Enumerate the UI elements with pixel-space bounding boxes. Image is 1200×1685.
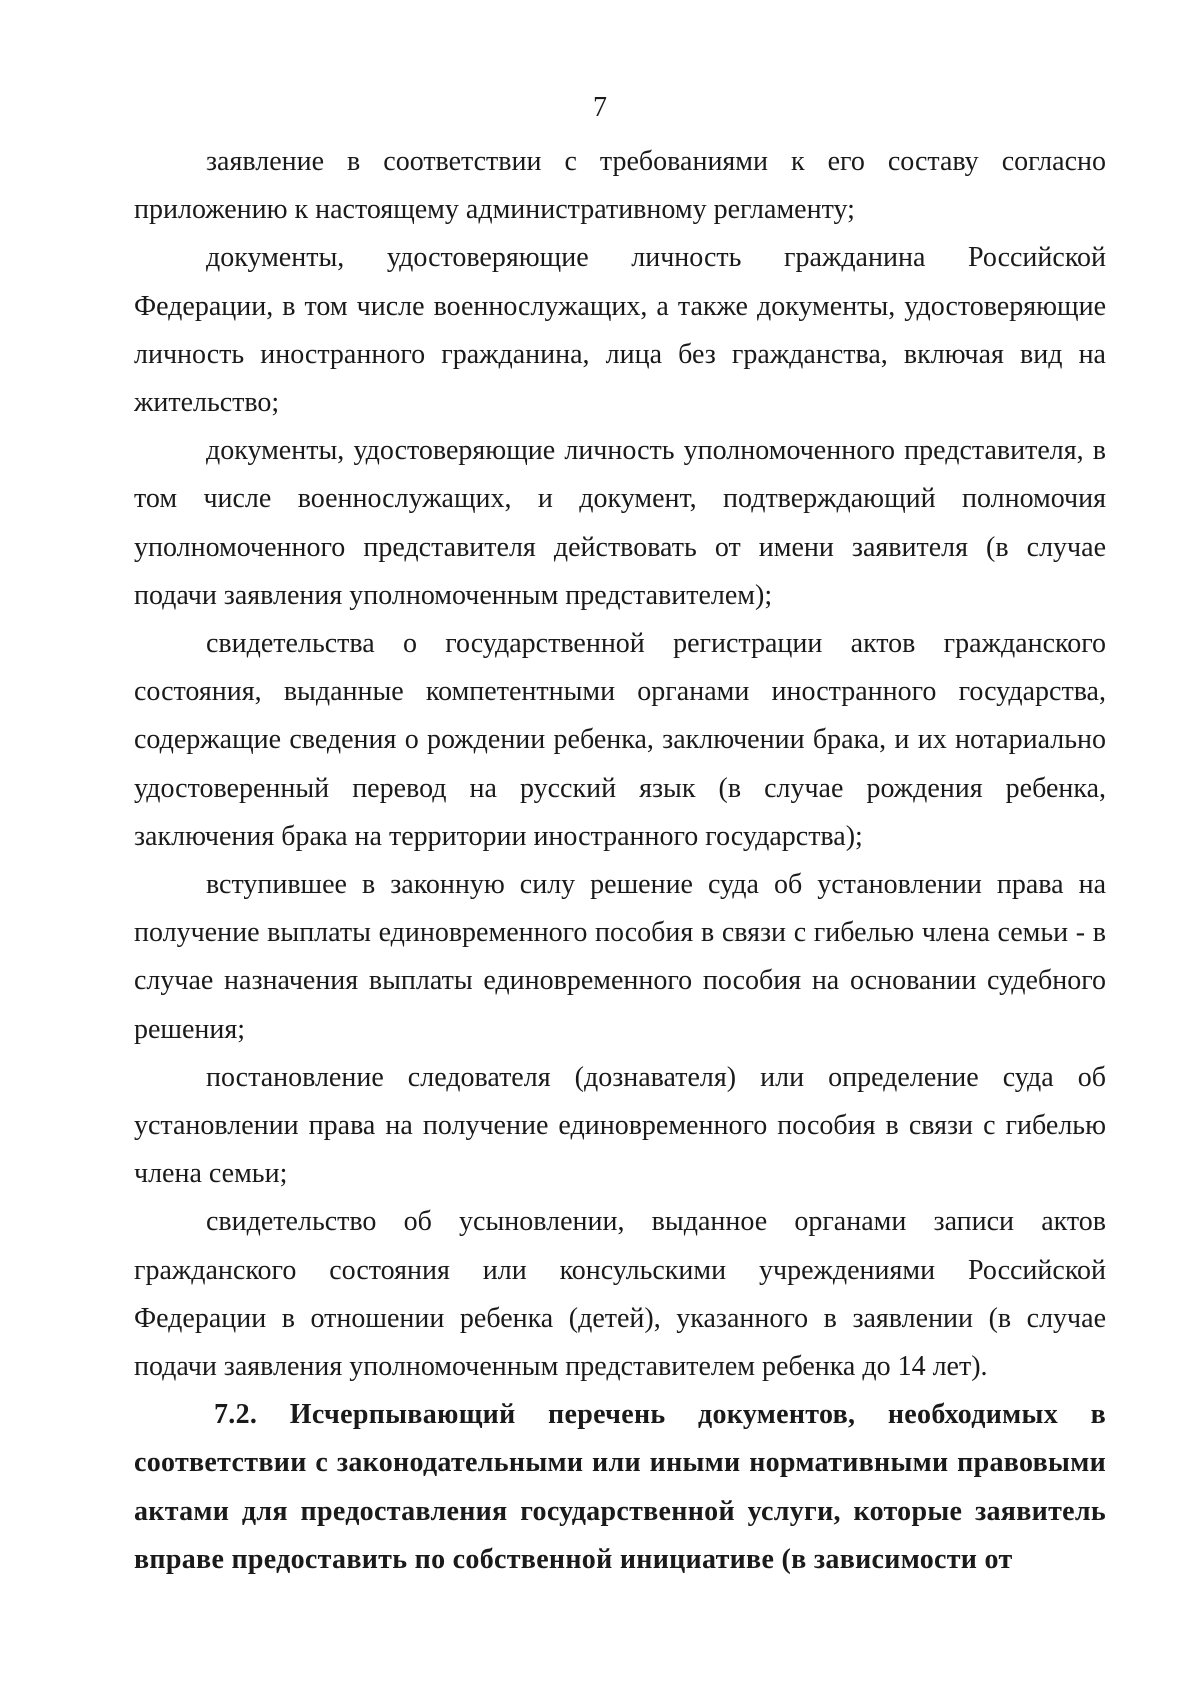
section-heading-7-2: 7.2. Исчерпывающий перечень документов, необходимых в соответствии с законодательными или иными нормативными правовыми актами для предоставления государственной услуги, которые заявитель вправе предоставить по собственной инициативе (в зависимости от (134, 1399, 1106, 1575)
document-body (134, 138, 1106, 1584)
paragraph-identity-documents: документы, удостоверяющие личность гражданина Российской Федерации, в том числе военнослужащих, а также документы, удостоверяющие личность иностранного гражданина, лица без гражданства, включая вид на жительство; (134, 242, 1106, 419)
paragraph-application: заявление в соответствии с требованиями к его составу согласно приложению к настоящему административному регламенту; (134, 146, 1106, 226)
paragraph-civil-status-certificates: свидетельства о государственной регистрации актов гражданского состояния, выданные компетентными органами иностранного государства, содержащие сведения о рождении ребенка, заключении брака, и их нотариально удостоверенный перевод на русский язык (в случае рождения ребенка, заключения брака на территории иностранного государства); (134, 628, 1106, 852)
page-number: 7 (593, 92, 607, 123)
paragraph-adoption-certificate: свидетельство об усыновлении, выданное органами записи актов гражданского состояния или консульскими учреждениями Российской Федерации в отношении ребенка (детей), указанного в заявлении (в случае подачи заявления уполномоченным представителем ребенка до 14 лет). (134, 1206, 1106, 1383)
paragraph-investigator-resolution: постановление следователя (дознавателя) или определение суда об установлении права на получение единовременного пособия в связи с гибелью члена семьи; (134, 1061, 1106, 1190)
paragraph-representative-documents: документы, удостоверяющие личность уполномоченного представителя, в том числе военнослужащих, и документ, подтверждающий полномочия уполномоченного представителя действовать от имени заявителя (в случае подачи заявления уполномоченным представителем); (134, 435, 1106, 611)
paragraph-court-decision: вступившее в законную силу решение суда об установлении права на получение выплаты единовременного пособия в связи с гибелью члена семьи - в случае назначения выплаты единовременного пособия на основании судебного решения; (134, 869, 1106, 1045)
